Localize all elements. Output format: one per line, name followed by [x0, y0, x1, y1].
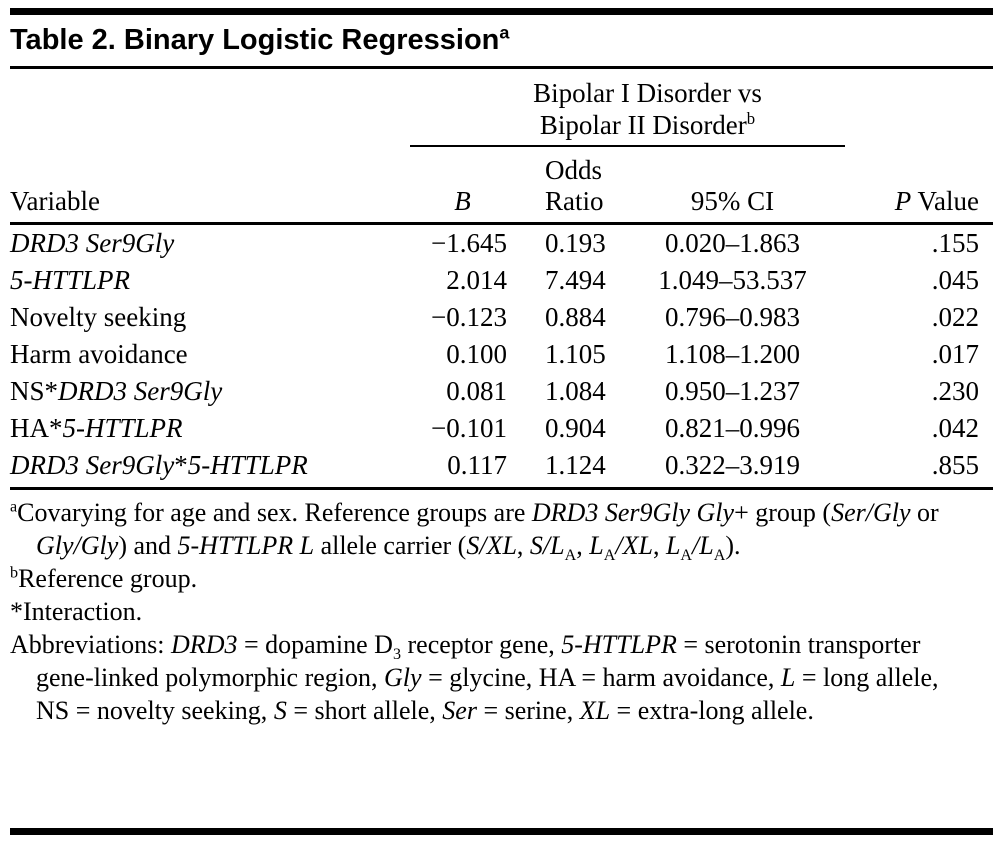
- cell-b: −0.123: [431, 302, 507, 332]
- table-row: [10, 447, 993, 489]
- title-rule: [10, 66, 993, 69]
- spanner-spacer-left: [10, 71, 410, 146]
- table-row: [10, 336, 993, 373]
- cell-odds-ratio: 0.884: [545, 302, 606, 332]
- header-ci: 95% CI: [620, 146, 845, 224]
- footnote-interaction: *Interaction.: [10, 597, 143, 626]
- cell-variable: DRD3 Ser9Gly*5-HTTLPR: [10, 447, 410, 489]
- table-row: [10, 224, 993, 263]
- table-title: Table 2. Binary Logistic Regression$^a$: [10, 22, 510, 56]
- header-p: P Value: [845, 146, 993, 224]
- table-row: [10, 262, 993, 299]
- cell-b: 0.117: [410, 447, 515, 489]
- cell-variable: 5-HTTLPR: [10, 265, 131, 295]
- regression-table: [10, 71, 993, 490]
- footnote-b: $^b$Reference group.: [10, 564, 198, 593]
- cell-b: 2.014: [446, 265, 507, 295]
- header-odds-ratio: [515, 146, 620, 224]
- footnotes: [10, 496, 940, 727]
- cell-variable: Novelty seeking: [10, 302, 187, 332]
- spanner-line1: Bipolar I Disorder vs: [533, 78, 762, 108]
- cell-ci: 1.049–53.537: [658, 265, 807, 295]
- cell-ci: 0.950–1.237: [665, 376, 801, 406]
- cell-ci: 0.322–3.919: [620, 447, 845, 489]
- cell-variable: DRD3 Ser9Gly: [10, 228, 175, 258]
- cell-p: .022: [931, 302, 979, 332]
- header-odds-line: Odds: [545, 155, 603, 185]
- cell-variable: HA*5-HTTLPR: [10, 413, 183, 443]
- cell-p: .017: [931, 339, 979, 369]
- header-row: [10, 146, 993, 224]
- cell-p: .230: [931, 376, 979, 406]
- header-b: B: [410, 146, 515, 224]
- cell-odds-ratio: 7.494: [545, 265, 606, 295]
- cell-b: −1.645: [431, 228, 507, 258]
- cell-b: −0.101: [431, 413, 507, 443]
- cell-ci: 1.108–1.200: [665, 339, 801, 369]
- cell-odds-ratio: 1.084: [545, 376, 606, 406]
- spanner-cell: [410, 71, 845, 146]
- header-variable: Variable: [10, 146, 410, 224]
- table-row: [10, 373, 993, 410]
- top-rule: [10, 8, 993, 15]
- cell-ci: 0.796–0.983: [665, 302, 801, 332]
- cell-p: .155: [931, 228, 979, 258]
- cell-variable: Harm avoidance: [10, 339, 188, 369]
- spanner-row: [10, 71, 993, 146]
- cell-ci: 0.821–0.996: [665, 413, 801, 443]
- cell-odds-ratio: 1.124: [515, 447, 620, 489]
- table-row: [10, 410, 993, 447]
- footnote-a: $^a$Covarying for age and sex. Reference groups are DRD3 Ser9Gly Gly+ group (Ser/Gly or Gly/Gly) and 5-HTTLPR L allele carrier (S/XL, $S/L_A$, $L_A/XL$, $L_A/L_A$).: [10, 498, 939, 565]
- cell-odds-ratio: 0.904: [545, 413, 606, 443]
- cell-b: 0.081: [446, 376, 507, 406]
- spanner-spacer-right: [845, 71, 993, 146]
- table-row: [10, 299, 993, 336]
- footnote-abbreviations: Abbreviations: DRD3 = dopamine $D_3$ receptor gene, 5-HTTLPR = serotonin transporter gene-linked polymorphic region, Gly = glycine, HA = harm avoidance, L = long allele, NS = novelty seeking, S = short allele, Ser = serine, XL = extra-long allele.: [10, 630, 939, 725]
- cell-p: .042: [931, 413, 979, 443]
- cell-variable: NS*DRD3 Ser9Gly: [10, 376, 223, 406]
- cell-ci: 0.020–1.863: [665, 228, 801, 258]
- cell-odds-ratio: 1.105: [545, 339, 606, 369]
- cell-odds-ratio: 0.193: [545, 228, 606, 258]
- bottom-rule: [10, 828, 993, 835]
- header-ratio-line: Ratio: [545, 186, 604, 216]
- cell-p: .045: [931, 265, 979, 295]
- cell-b: 0.100: [446, 339, 507, 369]
- cell-p: .855: [845, 447, 993, 489]
- spanner-line2: Bipolar II Disorder$^b$: [539, 109, 756, 140]
